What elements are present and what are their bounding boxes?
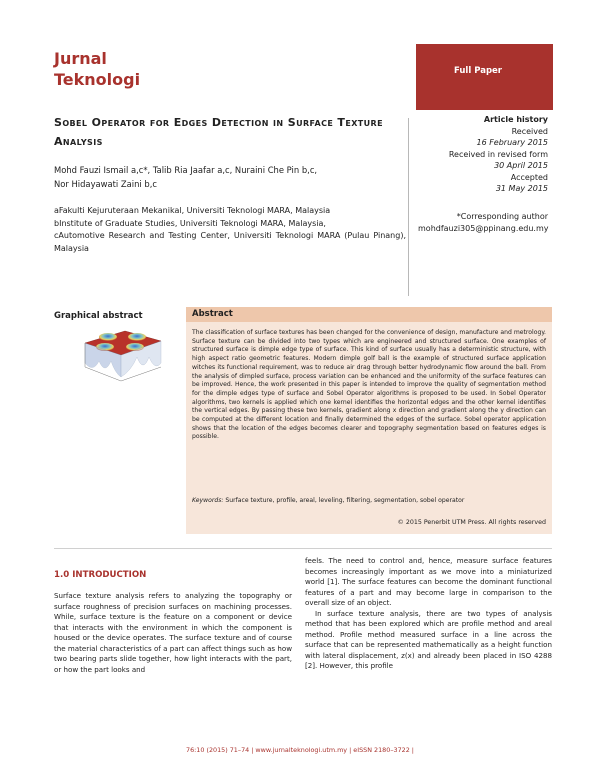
received-label: Received [511, 126, 548, 136]
intro-left-column: Surface texture analysis refers to analyzing the topography or surface roughness of precision surfaces on machining processes. While, surface texture is the feature on a component or device that interacts with the environment in which the component is housed or the device operates. The surface texture and of course the material characteristics of a part can affect things such as how two bearing parts slide together, how light interacts with the part, or how the part looks and [54, 591, 293, 674]
abstract-header [186, 307, 552, 322]
section-heading-introduction: 1.0 INTRODUCTION [54, 570, 147, 580]
accepted-date: 31 May 2015 [495, 184, 548, 193]
abstract-heading: Abstract [192, 309, 233, 319]
affiliation-a: aFakulti Kejuruteraan Mekanikal, Universiti Teknologi MARA, Malaysia [54, 206, 331, 215]
article-history [418, 114, 548, 195]
revised-date: 30 April 2015 [494, 161, 548, 170]
corresponding-author [418, 211, 548, 235]
header-divider [408, 118, 409, 296]
dimple-surface-graphic [75, 327, 165, 389]
paper-type-label: Full Paper [454, 66, 502, 76]
abstract-box [186, 307, 552, 534]
copyright-notice: © 2015 Penerbit UTM Press. All rights reserved [397, 519, 546, 526]
received-date: 16 February 2015 [476, 138, 548, 147]
abstract-keywords [192, 497, 546, 504]
revised-label: Received in revised form [448, 149, 548, 159]
keywords-label: Keywords: [192, 497, 224, 504]
paper-type-band [416, 44, 553, 110]
affiliation-b: bInstitute of Graduate Studies, Universiti Teknologi MARA, Malaysia, [54, 218, 326, 228]
intro-paragraph-2: In surface texture analysis, there are two types of analysis method that has been explored which are profile method and areal method. Profile method measured surface in a line across the surface that can be represented mathematically as a height function with lateral displacement, z(x) and already been placed in ISO 4288 [2]. However, this profile [305, 608, 552, 670]
graphical-abstract-label: Graphical abstract [54, 311, 143, 321]
intro-right-column [305, 556, 552, 672]
keywords-list: Surface texture, profile, areal, leveling, filtering, segmentation, sobel operator [225, 497, 465, 504]
author-line-1: Mohd Fauzi Ismail a,c*, Talib Ria Jaafar a,c, Nuraini Che Pin b,c, [54, 165, 318, 175]
abstract-text: The classification of surface textures has been changed for the convenience of design, manufacture and metrology. Surface texture can be divided into two types which are engineered and structured surface. One examples of structured surface is dimple edge type of surface. This kind of surface usually has a deterministic structure, with high aspect ratio geometric features. Modern dimple golf ball is the example of structured surface application witches its functional requirement, was to reduce air drag through better hydrodynamic flow around the ball. From the analysis of dimpled surface, process variation can be enhanced and the uniformity of the surface features can be improved. Hence, the work presented in this paper is intended to improve the quality of segmentation method for the dimple edges type of surface and Sobel Operator algorithms is proposed to be used. In Sobel Operator algorithms, two kernels is applied which one kernel identifies the horizontal edges and the other kernel identifies the vertical edges. By passing these two kernels, gradient along x direction and gradient along the y direction can be computed at the different location and finally determined the edges of the surface. Sobel operator application shows that the location of the edges becomes clearer and topography segmentation based on features edges is possible. [192, 329, 546, 441]
affiliations [54, 205, 406, 255]
author-line-2: Nor Hidayawati Zaini b,c [54, 179, 157, 189]
journal-name-line2: Teknologi [54, 70, 141, 89]
accepted-label: Accepted [510, 172, 548, 182]
history-heading: Article history [483, 115, 548, 124]
dimple-1 [99, 333, 117, 341]
section-divider [54, 548, 552, 549]
corresponding-email[interactable]: mohdfauzi305@ppinang.edu.my [418, 224, 549, 233]
paper-title: Sobel Operator for Edges Detection in Surface Texture Analysis [54, 116, 383, 148]
dimple-2 [128, 333, 146, 341]
page-footer: 76:10 (2015) 71–74 | www.jurnalteknologi.utm.my | eISSN 2180–3722 | [186, 746, 414, 754]
journal-name-line1: Jurnal [54, 49, 107, 68]
author-list [54, 163, 404, 191]
corresponding-label: *Corresponding author [456, 212, 548, 221]
intro-paragraph-1: feels. The need to control and, hence, measure surface features becomes increasingly important as we move into a miniaturized world [1]. The surface features can become the dominant functional features of a part and may become large in comparison to the overall size of an object. [305, 556, 552, 607]
journal-logo [54, 48, 140, 90]
affiliation-c: cAutomotive Research and Testing Center, Universiti Teknologi MARA (Pulau Pinang), Malaysia [54, 231, 406, 253]
